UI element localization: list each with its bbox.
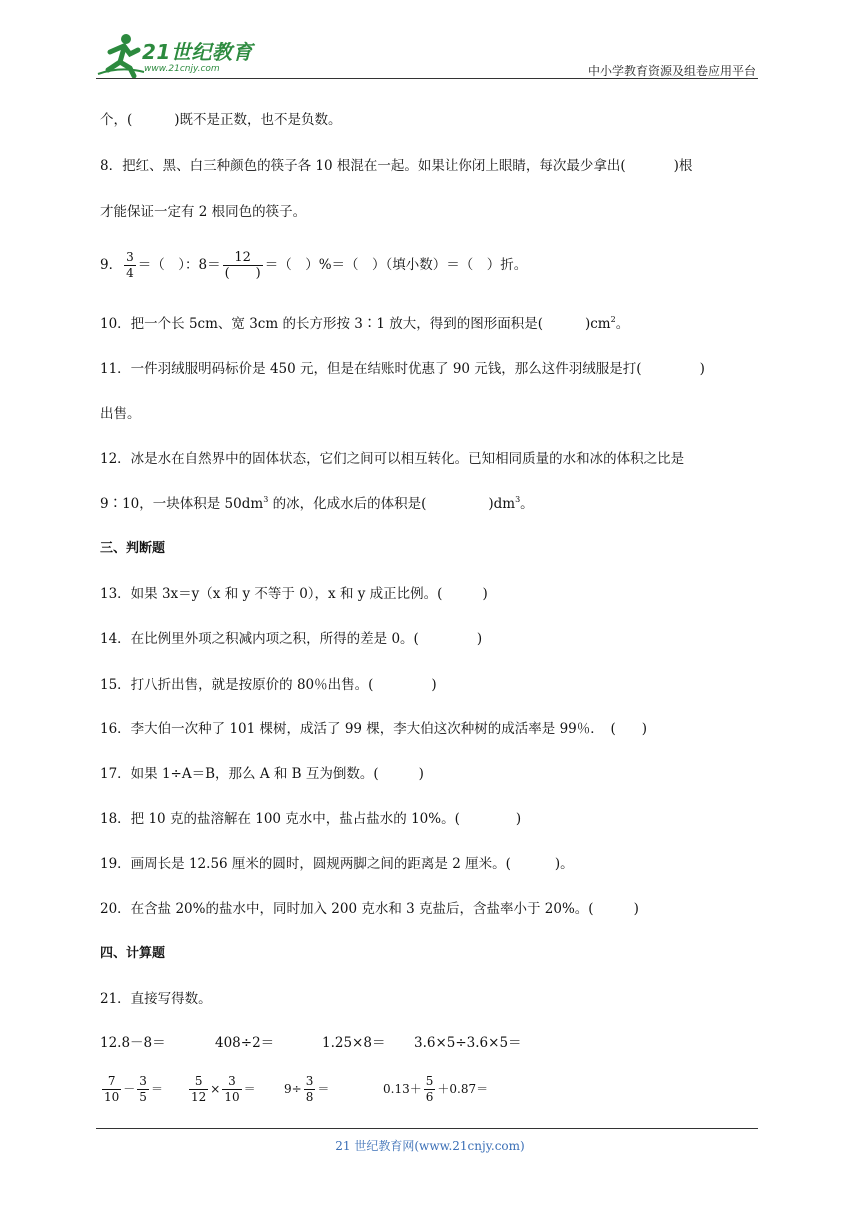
- footer-text: 21 世纪教育网(www.21cnjy.com): [335, 1139, 525, 1153]
- calc7-frac: [304, 1074, 316, 1105]
- calc5-frac-b: [137, 1074, 149, 1105]
- question-12-line1: 12．冰是水在自然界中的固体状态，它们之间可以相互转化。已知相同质量的水和冰的体积之比是: [100, 451, 685, 467]
- calc-2: 408÷2＝: [215, 1035, 275, 1051]
- calc6-b-den: 10: [224, 1090, 240, 1104]
- q15-close: ): [431, 677, 437, 693]
- runner-icon: [96, 30, 146, 80]
- calc6-b-num: 3: [222, 1074, 241, 1090]
- question-7-tail: [100, 110, 342, 130]
- q18-text: 18．把 10 克的盐溶解在 100 克水中，盐占盐水的 10%。(: [100, 811, 460, 827]
- q11-text-pre: 11．一件羽绒服明码标价是 450 元，但是在结账时优惠了 90 元钱，那么这件羽绒服是打(: [100, 361, 642, 377]
- logo-url: www.21cnjy.com: [144, 64, 220, 74]
- section-4-heading: 四、计算题: [100, 946, 166, 961]
- question-20: [100, 899, 639, 919]
- question-9: [100, 246, 527, 286]
- calc6-a-num: 5: [189, 1074, 208, 1090]
- question-14: [100, 629, 482, 649]
- calc6-frac-b: [222, 1074, 241, 1105]
- footer-divider: [96, 1128, 758, 1129]
- calc-7: [284, 1070, 329, 1108]
- calc5-a-num: 7: [102, 1074, 121, 1090]
- header-platform-text: 中小学教育资源及组卷应用平台: [587, 64, 756, 78]
- q9-frac1-den: 4: [126, 266, 134, 280]
- q17-close: ): [418, 766, 424, 782]
- q13-close: ): [482, 586, 488, 602]
- q10-sup: 2: [610, 315, 616, 324]
- q7-text-post: )既不是正数，也不是负数。: [174, 112, 342, 128]
- q15-text: 15．打八折出售，就是按原价的 80％出售。(: [100, 677, 374, 693]
- question-19: [100, 854, 574, 874]
- q7-text-pre: 个，(: [100, 112, 133, 128]
- q11-text-post: ): [699, 361, 705, 377]
- q14-close: ): [476, 631, 483, 647]
- q10-text-pre: 10．把一个长 5cm、宽 3cm 的长方形按 3∶1 放大，得到的图形面积是(: [100, 316, 543, 332]
- calc-6: [187, 1070, 256, 1108]
- q8-text-pre: 8．把红、黑、白三种颜色的筷子各 10 根混在一起。如果让你闭上眼睛，每次最少拿出(: [100, 158, 626, 174]
- calc7-num: 3: [305, 1074, 314, 1088]
- q12-text-c: )dm: [488, 496, 516, 512]
- calc7-lead: 9÷: [284, 1082, 302, 1096]
- q9-fraction-2: [223, 250, 263, 281]
- calc6-a-den: 12: [191, 1090, 207, 1104]
- q12-sup-a: 3: [263, 495, 269, 504]
- question-18: [100, 809, 521, 829]
- question-11-line1: [100, 359, 705, 379]
- calc8-num: 5: [425, 1074, 434, 1088]
- q9-part-1: ＝（ ）：8＝: [137, 257, 221, 273]
- q9-frac1-num: 3: [126, 250, 134, 264]
- q12-text-a: 9∶10，一块体积是 50dm: [100, 496, 264, 512]
- calc8-den: 6: [425, 1090, 434, 1104]
- q19-text: 19．画周长是 12.56 厘米的圆时，圆规两脚之间的距离是 2 厘米。(: [100, 856, 511, 872]
- calc-1: 12.8－8＝: [100, 1035, 166, 1051]
- question-15: [100, 675, 437, 695]
- q14-text: 14．在比例里外项之积减内项之积，所得的差是 0。(: [100, 631, 419, 647]
- q17-text: 17．如果 1÷A＝B，那么 A 和 B 互为倒数。(: [100, 766, 379, 782]
- question-21: 21．直接写得数。: [100, 991, 212, 1007]
- q10-text-post: )cm: [584, 316, 611, 332]
- q12-text-d: 。: [520, 496, 534, 512]
- question-12-line2: [100, 494, 534, 514]
- question-8-line2: 才能保证一定有 2 根同色的筷子。: [100, 204, 307, 220]
- q8-text-post: )根: [673, 158, 693, 174]
- question-13: [100, 584, 488, 604]
- calc8-frac: [424, 1074, 436, 1105]
- q18-close: ): [515, 811, 522, 827]
- question-16: [100, 719, 647, 739]
- q9-frac2-den: ( ): [224, 266, 261, 281]
- calc-3: 1.25×8＝: [322, 1035, 386, 1051]
- q10-text-end: 。: [615, 316, 630, 332]
- q19-close: )。: [554, 856, 574, 872]
- header-divider: [96, 78, 758, 79]
- calc5-b-den: 5: [139, 1090, 147, 1104]
- q12-text-b: 的冰，化成水后的体积是(: [268, 496, 427, 512]
- calc6-frac-a: [189, 1074, 208, 1105]
- section-3-heading: 三、判断题: [100, 541, 166, 556]
- calc8-tail: ＋0.87＝: [437, 1082, 489, 1096]
- q20-text: 20．在含盐 20%的盐水中，同时加入 200 克水和 3 克盐后，含盐率小于 20%。(: [100, 901, 594, 917]
- calc5-eq: ＝: [150, 1082, 163, 1096]
- question-8-line1: [100, 156, 692, 176]
- q9-fraction-1: [124, 250, 136, 281]
- site-logo: [96, 30, 266, 80]
- calc-5: [100, 1070, 163, 1108]
- question-10: [100, 314, 629, 334]
- calc6-op: ×: [210, 1082, 221, 1096]
- question-11-line2: 出售。: [100, 406, 141, 422]
- calc-4: 3.6×5÷3.6×5＝: [414, 1035, 522, 1051]
- calc6-eq: ＝: [243, 1082, 256, 1096]
- calc7-den: 8: [305, 1090, 314, 1104]
- calc-8: [383, 1070, 488, 1108]
- q13-text: 13．如果 3x＝y（x 和 y 不等于 0），x 和 y 成正比例。(: [100, 586, 443, 602]
- q16-close: ): [641, 721, 648, 737]
- calc8-lead: 0.13＋: [383, 1082, 422, 1096]
- q16-text: 16．李大伯一次种了 101 棵树，成活了 99 棵，李大伯这次种树的成活率是 99％． (: [100, 721, 616, 737]
- q9-prefix: 9．: [100, 257, 123, 273]
- calc5-a-den: 10: [104, 1090, 120, 1104]
- calc5-b-num: 3: [139, 1074, 147, 1088]
- q20-close: ): [633, 901, 639, 917]
- q9-part-2: ＝（ ）%＝（ ）（填小数）＝（ ）折。: [264, 257, 528, 273]
- logo-text: 21世纪教育: [142, 40, 253, 64]
- calc7-eq: ＝: [317, 1082, 330, 1096]
- calc5-op: －: [123, 1082, 136, 1096]
- q12-sup-b: 3: [515, 495, 521, 504]
- question-17: [100, 764, 424, 784]
- q9-frac2-num: 12: [223, 250, 263, 266]
- page-header: [96, 30, 760, 80]
- calc5-frac-a: [102, 1074, 121, 1105]
